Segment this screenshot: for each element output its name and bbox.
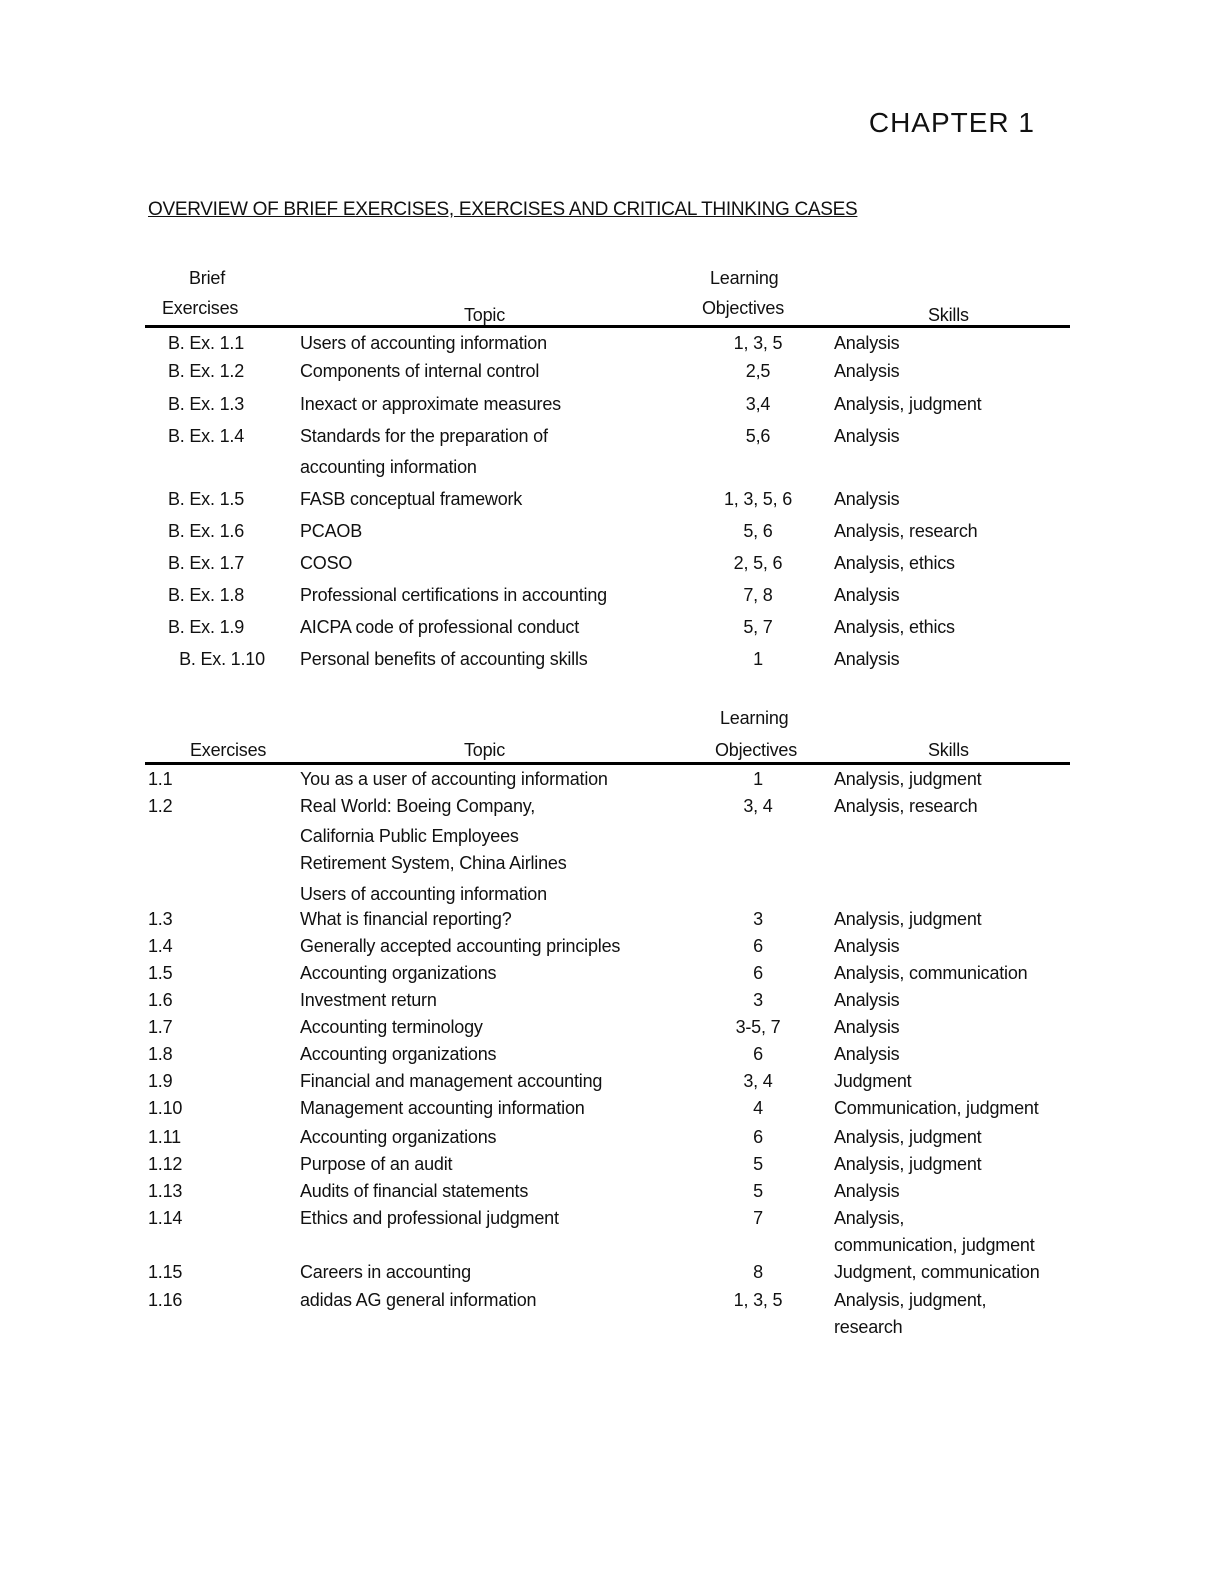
exercise-header-rule: [145, 762, 1070, 765]
brief-header-skills: Skills: [928, 305, 969, 325]
row-skills: Communication, judgment: [834, 1098, 1039, 1118]
exercise-header-objectives-line2: Objectives: [715, 740, 798, 760]
row-exercise-id: 1.7: [148, 1017, 173, 1037]
row-exercise-id: 1.15: [148, 1262, 183, 1282]
row-exercise-id: 1.2: [148, 796, 173, 816]
row-topic: Accounting organizations: [300, 963, 497, 983]
row-exercise-id: 1.10: [148, 1098, 183, 1118]
row-skills: Analysis: [834, 1044, 900, 1064]
row-skills: Analysis: [834, 990, 900, 1010]
row-exercise-id: 1.11: [148, 1127, 181, 1147]
row-topic: Financial and management accounting: [300, 1071, 603, 1091]
row-objectives: 7: [753, 1208, 763, 1228]
row-topic: AICPA code of professional conduct: [300, 617, 580, 637]
row-topic: Users of accounting information: [300, 333, 547, 353]
row-skills: Analysis: [834, 1017, 900, 1037]
row-objectives: 5, 6: [743, 521, 773, 541]
row-topic: Personal benefits of accounting skills: [300, 649, 588, 669]
exercise-header-exercises: Exercises: [190, 740, 267, 760]
row-skills: Analysis: [834, 361, 900, 381]
exercise-header-objectives-line1: Learning: [720, 708, 789, 728]
row-objectives: 6: [753, 1044, 763, 1064]
row-skills: Analysis, research: [834, 521, 978, 541]
row-topic: Management accounting information: [300, 1098, 585, 1118]
row-objectives: 5, 7: [743, 617, 773, 637]
row-skills: Analysis,: [834, 1208, 905, 1228]
row-exercise-id: 1.12: [148, 1154, 183, 1174]
row-objectives: 5,6: [745, 426, 771, 446]
row-skills: Analysis, ethics: [834, 553, 955, 573]
row-objectives: 5: [753, 1154, 763, 1174]
row-exercise-id: B. Ex. 1.2: [167, 361, 245, 381]
row-skills: Analysis, communication: [834, 963, 1028, 983]
row-skills: Analysis, judgment: [834, 769, 982, 789]
row-objectives: 8: [753, 1262, 763, 1282]
row-objectives: 2,5: [745, 361, 771, 381]
row-topic: Accounting terminology: [300, 1017, 483, 1037]
brief-header-topic: Topic: [464, 305, 506, 325]
chapter-title: CHAPTER 1: [868, 107, 1035, 138]
row-exercise-id: 1.3: [148, 909, 173, 929]
row-skills: Analysis: [834, 936, 900, 956]
exercise-header-skills: Skills: [928, 740, 969, 760]
row-topic: Accounting organizations: [300, 1127, 497, 1147]
row-exercise-id: B. Ex. 1.1: [167, 333, 245, 353]
row-skills: Analysis, ethics: [834, 617, 955, 637]
row-topic: Real World: Boeing Company,: [300, 796, 536, 816]
row-topic: adidas AG general information: [300, 1290, 537, 1310]
row-skills: communication, judgment: [834, 1235, 1035, 1255]
row-topic: COSO: [300, 553, 353, 573]
row-exercise-id: 1.6: [148, 990, 173, 1010]
brief-header-exercises-line1: Brief: [189, 268, 226, 288]
row-objectives: 1: [753, 649, 763, 669]
row-objectives: 3, 4: [743, 796, 773, 816]
row-objectives: 3-5, 7: [735, 1017, 781, 1037]
row-objectives: 1, 3, 5: [733, 1290, 783, 1310]
row-skills: Analysis: [834, 333, 900, 353]
row-topic: Retirement System, China Airlines: [300, 853, 567, 873]
row-skills: Analysis: [834, 426, 900, 446]
row-exercise-id: 1.9: [148, 1071, 173, 1091]
row-objectives: 3: [753, 909, 763, 929]
row-topic: What is financial reporting?: [300, 909, 512, 929]
row-topic: You as a user of accounting information: [300, 769, 608, 789]
row-objectives: 2, 5, 6: [733, 553, 783, 573]
row-topic: Careers in accounting: [300, 1262, 471, 1282]
row-exercise-id: B. Ex. 1.7: [167, 553, 245, 573]
row-topic: Professional certifications in accounting: [300, 585, 607, 605]
row-skills: Analysis: [834, 489, 900, 509]
row-topic: accounting information: [300, 457, 477, 477]
row-topic: Purpose of an audit: [300, 1154, 453, 1174]
row-topic: Investment return: [300, 990, 437, 1010]
row-exercise-id: B. Ex. 1.3: [167, 394, 245, 414]
brief-header-exercises-line2: Exercises: [162, 298, 239, 318]
row-topic: Components of internal control: [300, 361, 540, 381]
row-exercise-id: 1.13: [148, 1181, 183, 1201]
row-exercise-id: 1.8: [148, 1044, 173, 1064]
exercise-header-topic: Topic: [464, 740, 506, 760]
row-exercise-id: 1.4: [148, 936, 173, 956]
row-skills: Analysis: [834, 585, 900, 605]
row-exercise-id: 1.16: [148, 1290, 183, 1310]
row-objectives: 3,4: [745, 394, 771, 414]
row-skills: Analysis, judgment: [834, 909, 982, 929]
row-objectives: 4: [753, 1098, 763, 1118]
row-objectives: 6: [753, 1127, 763, 1147]
row-objectives: 6: [753, 963, 763, 983]
row-topic: FASB conceptual framework: [300, 489, 523, 509]
row-skills: research: [834, 1317, 903, 1337]
brief-header-rule: [145, 325, 1070, 328]
row-skills: Analysis, judgment: [834, 1127, 982, 1147]
row-objectives: 3: [753, 990, 763, 1010]
overview-heading: OVERVIEW OF BRIEF EXERCISES, EXERCISES AND CRITICAL THINKING CASES: [148, 199, 858, 220]
row-topic: Users of accounting information: [300, 884, 547, 904]
row-exercise-id: 1.5: [148, 963, 173, 983]
row-skills: Analysis, research: [834, 796, 978, 816]
row-skills: Analysis, judgment: [834, 1154, 982, 1174]
row-objectives: 3, 4: [743, 1071, 773, 1091]
row-objectives: 5: [753, 1181, 763, 1201]
brief-header-objectives-line2: Objectives: [702, 298, 785, 318]
row-topic: Inexact or approximate measures: [300, 394, 561, 414]
row-objectives: 6: [753, 936, 763, 956]
row-objectives: 1, 3, 5, 6: [723, 489, 793, 509]
row-exercise-id: B. Ex. 1.10: [179, 649, 265, 669]
brief-header-objectives-line1: Learning: [710, 268, 779, 288]
row-objectives: 1, 3, 5: [733, 333, 783, 353]
row-topic: PCAOB: [300, 521, 363, 541]
row-skills: Analysis, judgment,: [834, 1290, 987, 1310]
row-objectives: 7, 8: [743, 585, 773, 605]
row-exercise-id: B. Ex. 1.9: [167, 617, 245, 637]
row-exercise-id: B. Ex. 1.5: [167, 489, 245, 509]
row-exercise-id: B. Ex. 1.8: [167, 585, 245, 605]
row-skills: Judgment: [834, 1071, 912, 1091]
row-exercise-id: 1.14: [148, 1208, 183, 1228]
row-topic: Audits of financial statements: [300, 1181, 529, 1201]
row-topic: Generally accepted accounting principles: [300, 936, 621, 956]
row-skills: Analysis: [834, 1181, 900, 1201]
row-topic: Standards for the preparation of: [300, 426, 548, 446]
row-topic: Accounting organizations: [300, 1044, 497, 1064]
row-exercise-id: 1.1: [148, 769, 173, 789]
row-exercise-id: B. Ex. 1.6: [167, 521, 245, 541]
row-exercise-id: B. Ex. 1.4: [167, 426, 245, 446]
row-skills: Analysis, judgment: [834, 394, 982, 414]
row-skills: Analysis: [834, 649, 900, 669]
row-objectives: 1: [753, 769, 763, 789]
row-topic: California Public Employees: [300, 826, 519, 846]
row-skills: Judgment, communication: [834, 1262, 1040, 1282]
row-topic: Ethics and professional judgment: [300, 1208, 559, 1228]
